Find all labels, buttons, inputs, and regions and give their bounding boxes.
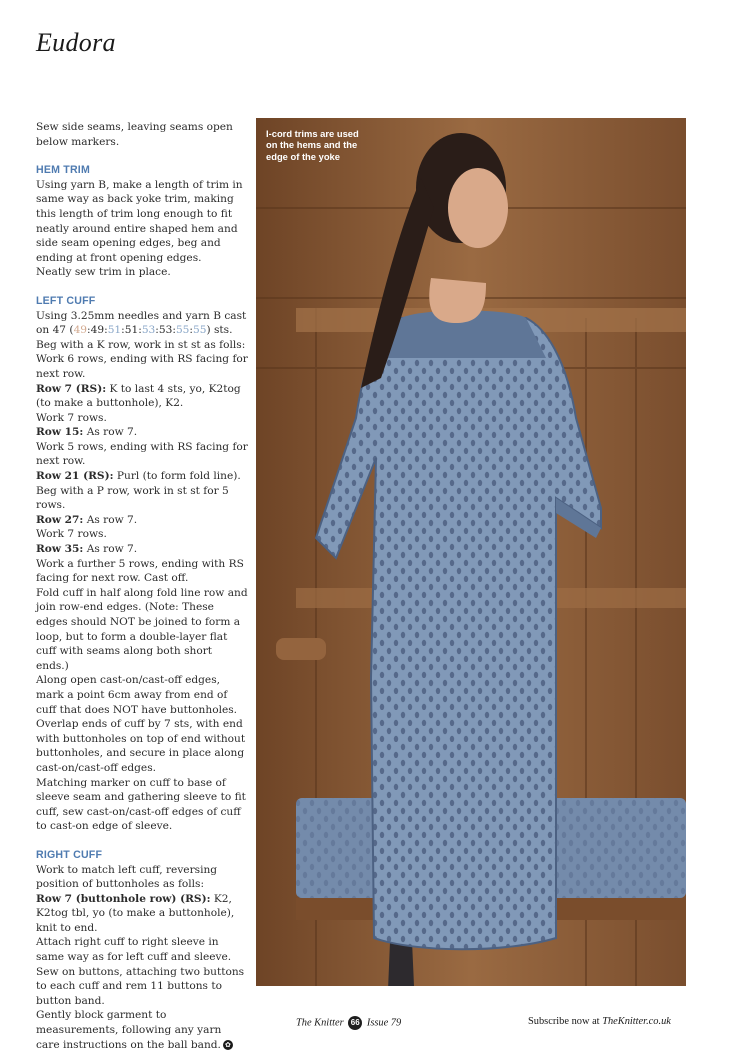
hem-trim-text: Using yarn B, make a length of trim in same way as back yoke trim, making this length of trim long enough to fit neatly around entire shaped hem and side seam opening edges, beg and ending at front opening edges. (36, 178, 243, 264)
right-cuff-line: Attach right cuff to right sleeve in same way as for left cuff and sleeve. (36, 936, 232, 964)
left-cuff-line: Work 7 rows. (36, 528, 107, 541)
left-cuff-line: Beg with a P row, work in st st for 5 rows. (36, 484, 229, 512)
pattern-text-column (36, 120, 248, 1052)
left-cuff-line: Along open cast-on/cast-off edges, mark a point 6cm away from end of cuff that does NOT have buttonholes. Overlap ends of cuff by 7 sts, with end with buttonholes on top of end without buttonholes, and secure in place along cast-on/cast-off edges. (36, 674, 246, 774)
magazine-name: The Knitter (296, 1017, 344, 1029)
left-cuff-line: Work 7 rows. (36, 411, 107, 424)
website-link[interactable]: TheKnitter.co.uk (602, 1016, 671, 1027)
right-cuff-heading: RIGHT CUFF (36, 848, 103, 861)
left-cuff-row-15: Row 15: As row 7. (36, 426, 138, 439)
left-cuff-cast-on: Using 3.25mm needles and yarn B cast on 47 (49:49:51:51:53:53:55:55) sts. (36, 309, 247, 337)
page-number: 66 (348, 1016, 362, 1030)
left-cuff-line: Work 5 rows, ending with RS facing for next row. (36, 440, 248, 468)
left-cuff-line: Work 6 rows, ending with RS facing for next row. (36, 353, 248, 380)
footer-subscribe (528, 1016, 671, 1027)
issue-number: Issue 79 (366, 1017, 402, 1029)
left-cuff-line: Beg with a K row, work in st st as folls: (36, 338, 246, 351)
left-cuff-row-21: Row 21 (RS): Purl (to form fold line). (36, 470, 241, 483)
photo-caption: I-cord trims are used on the hems and the edge of the yoke (266, 128, 359, 162)
right-cuff-row-7: Row 7 (buttonhole row) (RS): K2, K2tog tbl, yo (to make a buttonhole), knit to end. (36, 892, 235, 934)
left-cuff-row-7: Row 7 (RS): K to last 4 sts, yo, K2tog (to make a buttonhole), K2. (36, 382, 241, 410)
right-cuff-line: Sew on buttons, attaching two buttons to each cuff and rem 11 buttons to button band. (36, 965, 245, 1007)
end-of-pattern-icon: ✿ (223, 1040, 233, 1050)
left-cuff-line: Fold cuff in half along fold line row and join row-end edges. (Note: These edges should NOT be joined to form a loop, but to form a double-layer flat cuff with seams along both short ends.) (36, 586, 248, 672)
model-photo-illustration (256, 118, 686, 986)
intro-paragraph: Sew side seams, leaving seams open below markers. (36, 121, 233, 148)
left-cuff-row-27: Row 27: As row 7. (36, 513, 138, 526)
left-cuff-line: Work a further 5 rows, ending with RS facing for next row. Cast off. (36, 557, 244, 585)
subscribe-text: Subscribe now at (528, 1016, 600, 1027)
right-cuff-line: Work to match left cuff, reversing position of buttonholes as folls: (36, 863, 218, 891)
left-cuff-row-35: Row 35: As row 7. (36, 543, 138, 556)
hem-trim-heading: HEM TRIM (36, 164, 90, 177)
model-photo (256, 118, 686, 986)
left-cuff-heading: LEFT CUFF (36, 294, 96, 307)
right-cuff-line: Gently block garment to measurements, following any yarn care instructions on the ball band. ✿ (36, 1008, 248, 1052)
left-cuff-line: Matching marker on cuff to base of sleeve seam and gathering sleeve to fit cuff, sew cast-on/cast-off edges of cuff to cast-on edge of sleeve. (36, 776, 246, 833)
hem-trim-sew: Neatly sew trim in place. (36, 266, 171, 279)
footer-magazine (296, 1016, 401, 1030)
page-title: Eudora (36, 28, 116, 57)
